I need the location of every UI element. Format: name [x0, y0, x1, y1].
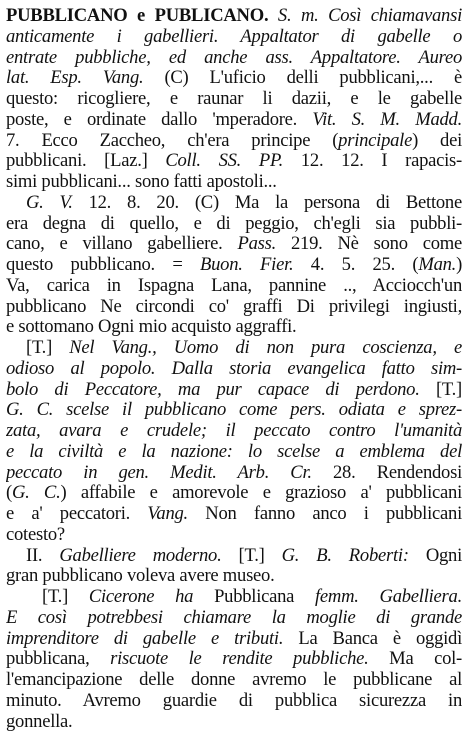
- text-segment: pubblicani. [Laz.]: [6, 150, 166, 172]
- italic-text: anticamente i gabellieri. Appaltator di gabelle o: [6, 25, 462, 47]
- text-line: [6, 710, 462, 734]
- italic-text: lat. Esp. Vang.: [6, 67, 165, 89]
- text-segment: ) dei: [412, 129, 462, 151]
- italic-text: principale: [338, 129, 413, 151]
- italic-text: riscuote le rendite pubbliche.: [110, 648, 369, 670]
- italic-text: zata, avara e crudele; il peccato contro l'umanità: [6, 420, 462, 441]
- text-segment: ): [456, 254, 462, 275]
- text-segment: gran pubblicano voleva avere museo.: [6, 565, 275, 587]
- text-segment: l'emancipazione delle donne avremo le pubblicane al: [6, 669, 462, 690]
- text-segment: minuto. Avremo guardie di pubblica sicurezza in: [6, 689, 462, 711]
- text-segment: poste, e ordinate dallo 'mperadore.: [6, 108, 313, 130]
- italic-text: odioso al popolo. Dalla storia evangelica fatto sim-: [6, 357, 462, 379]
- italic-text: femm. Gabelliera.: [315, 586, 462, 607]
- text-segment: Ma col-: [368, 648, 462, 670]
- text-segment: Va, carica in Ispagna Lana, pannine .., Acciocch'un: [6, 274, 462, 296]
- italic-text: G. C. scelse il pubblicano come pers. odiata e sprez-: [6, 399, 462, 421]
- text-segment: La Banca è oggidì: [283, 627, 462, 649]
- italic-text: Cicerone ha: [88, 586, 194, 607]
- text-segment: pubblicano Ne circondi co' graffi Di privilegi ingiusti,: [6, 295, 462, 317]
- text-segment: Non fanno anco i pubblicani: [187, 503, 462, 524]
- italic-text: Buon. Fier.: [200, 254, 294, 275]
- italic-text: Nel Vang., Uomo di non pura coscienza, e: [69, 337, 462, 358]
- italic-text: entrate pubbliche, ed anche ass. Appaltatore. Aureo: [6, 46, 462, 68]
- text-segment: Ogni: [408, 544, 462, 566]
- italic-text: E così potrebbesi chiamare la moglie di grande: [6, 606, 462, 628]
- text-segment: Pubblicana: [193, 586, 316, 607]
- text-segment: gonnella.: [6, 710, 73, 732]
- italic-text: Gabelliere moderno.: [59, 544, 222, 566]
- text-segment: cotesto?: [6, 523, 65, 545]
- text-segment: [T.]: [26, 337, 70, 358]
- italic-text: G. V.: [26, 191, 73, 213]
- italic-text: e la civiltà e la nazione: lo scelse a emblema del: [6, 440, 462, 462]
- text-segment: [T.]: [419, 378, 462, 400]
- italic-text: Pass.: [237, 233, 276, 255]
- headword: PUBBLICANO e PUBLICANO.: [6, 5, 278, 26]
- italic-text: S. m. Così chiamavansi: [277, 5, 462, 26]
- text-segment: e a' peccatori.: [6, 503, 148, 524]
- italic-text: Vit. S. M. Madd.: [312, 108, 462, 130]
- text-segment: 7. Ecco Zaccheo, ch'era principe (: [6, 129, 339, 151]
- italic-text: peccato in gen. Medit. Arb. Cr.: [6, 461, 312, 483]
- italic-text: G. C.: [11, 482, 61, 504]
- italic-text: Man.: [418, 254, 457, 275]
- text-segment: era degna di quello, e di peggio, ch'egli sia pubbli-: [6, 212, 462, 234]
- italic-text: Vang.: [147, 503, 188, 524]
- text-segment: questo: ricogliere, e raunar li dazii, e le gabelle: [6, 88, 462, 109]
- text-segment: [T.]: [42, 586, 89, 607]
- italic-text: G. B. Roberti:: [281, 544, 409, 566]
- italic-text: Coll. SS. PP.: [165, 150, 284, 172]
- text-segment: ) affabile e amorevole e grazioso a' pubblicani: [60, 482, 462, 504]
- text-segment: 4. 5. 25. (: [293, 254, 419, 275]
- text-segment: 12. 12. I rapacis-: [283, 150, 462, 172]
- text-segment: II.: [26, 544, 60, 566]
- text-segment: 28. Rendendosi: [311, 461, 462, 483]
- text-segment: [T.]: [221, 544, 282, 566]
- italic-text: bolo di Peccatore, ma pur capace di perdono.: [6, 378, 420, 400]
- text-segment: questo pubblicano. =: [6, 254, 200, 275]
- text-segment: simi pubblicani... sono fatti apostoli...: [6, 171, 277, 192]
- text-segment: 219. Nè sono come: [276, 233, 462, 255]
- text-segment: (: [6, 482, 12, 504]
- italic-text: imprenditore di gabelle e tributi.: [6, 627, 284, 649]
- text-segment: e sottomano Ogni mio acquisto aggraffi.: [6, 316, 297, 338]
- text-segment: cano, e villano gabelliere.: [6, 233, 238, 255]
- text-segment: 12. 8. 20. (C) Ma la persona di Bettone: [72, 191, 462, 213]
- text-segment: pubblicana,: [6, 648, 111, 670]
- text-segment: (C) L'uficio delli pubblicani,... è: [164, 67, 462, 89]
